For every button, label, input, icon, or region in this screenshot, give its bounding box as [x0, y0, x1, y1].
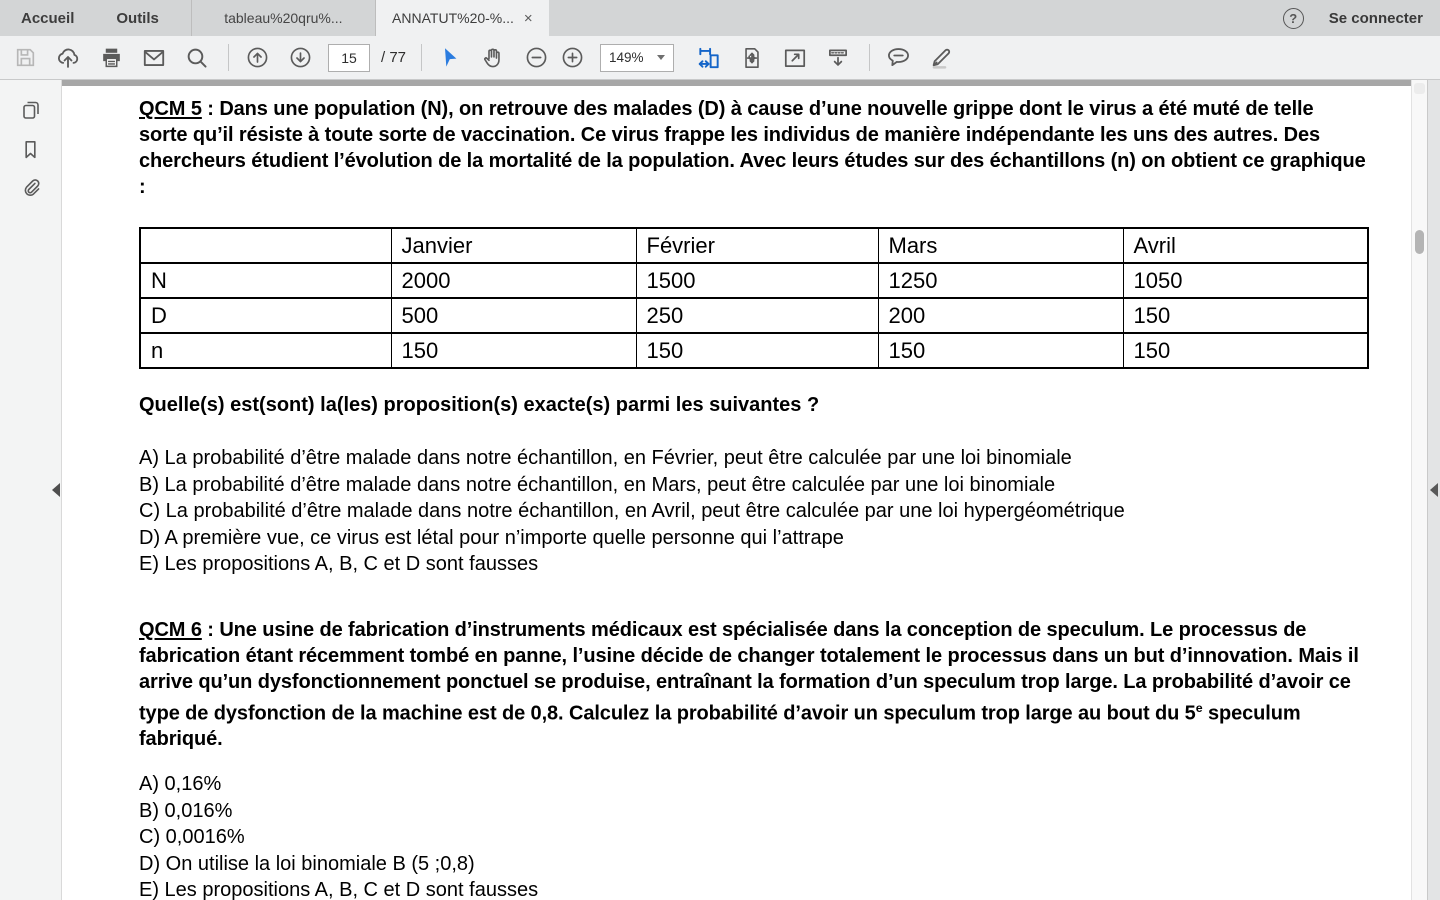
table-cell: 200 — [878, 298, 1123, 333]
fullscreen-icon — [782, 45, 808, 71]
table-cell: Janvier — [391, 228, 636, 263]
highlight-button[interactable] — [926, 43, 956, 73]
table-cell: 150 — [1123, 298, 1368, 333]
answer-option: A) La probabilité d’être malade dans notre échantillon, en Février, peut être calculée par une loi binomiale — [139, 447, 1072, 469]
table-cell: 250 — [636, 298, 878, 333]
page-count-label: / 77 — [381, 49, 407, 66]
page-number-input[interactable] — [328, 44, 370, 72]
qcm6-paragraph — [139, 617, 1367, 753]
table-row — [140, 263, 1368, 298]
answer-option: E) Les propositions A, B, C et D sont fausses — [139, 879, 539, 900]
fit-width-icon — [696, 45, 722, 71]
main-area — [0, 80, 1440, 900]
table-cell: 500 — [391, 298, 636, 333]
fit-width-button[interactable] — [694, 43, 724, 73]
comment-bubble-icon — [885, 44, 912, 71]
table-cell: 1050 — [1123, 263, 1368, 298]
table-cell: 150 — [391, 333, 636, 368]
table-cell: n — [140, 333, 391, 368]
zoom-out-icon — [524, 45, 549, 70]
fit-page-button[interactable] — [737, 43, 767, 73]
navigation-pane — [0, 80, 62, 900]
select-tool-button[interactable] — [435, 43, 465, 73]
previous-page-button[interactable] — [242, 43, 272, 73]
toolbar-divider — [421, 44, 422, 71]
tabbar-right — [1283, 0, 1440, 36]
tab-bar — [0, 0, 1440, 36]
paperclip-icon — [19, 176, 43, 200]
hide-toolbar-button[interactable] — [823, 43, 853, 73]
envelope-icon — [141, 45, 167, 71]
answer-option: B) 0,016% — [139, 799, 233, 822]
highlighter-pen-icon — [928, 44, 955, 71]
answer-option: E) Les propositions A, B, C et D sont fausses — [139, 553, 539, 575]
hand-tool-button[interactable] — [478, 43, 508, 73]
table-row — [140, 298, 1368, 333]
read-mode-button[interactable] — [780, 43, 810, 73]
arrow-down-circle-icon — [288, 45, 313, 70]
answer-option: A) 0,16% — [139, 773, 222, 796]
qcm5-options — [139, 445, 1367, 578]
qcm6-superscript: e — [1195, 700, 1203, 715]
table-cell: 2000 — [391, 263, 636, 298]
open-tools-pane-arrow-icon[interactable] — [1430, 483, 1438, 497]
zoom-in-icon — [560, 45, 585, 70]
cloud-upload-icon — [55, 45, 81, 71]
qcm5-intro: : Dans une population (N), on retrouve des malades (D) à cause d’une nouvelle grippe dont le virus a été muté de telle sorte qu’il résiste à toute sorte de vaccination. Ce virus frappe les individus de manière indépendante les uns des autres. Des chercheurs étudient l’évolution de la mortalité de la population. Avec leurs études sur des échantillons (n) on obtient ce graphique : — [139, 98, 1366, 198]
document-tab-active[interactable] — [376, 0, 549, 36]
page-thumbnails-button[interactable] — [17, 96, 45, 124]
vertical-scrollbar[interactable] — [1411, 80, 1427, 900]
qcm5-label: QCM 5 — [139, 98, 202, 120]
table-cell: N — [140, 263, 391, 298]
comment-button[interactable] — [883, 43, 913, 73]
print-button[interactable] — [96, 43, 126, 73]
zoom-level-value: 149% — [609, 50, 644, 65]
pdf-page — [62, 86, 1411, 900]
qcm6-intro: : Une usine de fabrication d’instruments médicaux est spécialisée dans la conception de speculum. Le processus de fabrication étant récemment tombé en panne, l’usine décide de changer totalement le processus dans un but d’innovation. Mais il arrive qu’un dysfonctionnement ponctuel se produise, entraînant la formation d’un speculum trop large. La probabilité d’avoir ce type de dysfonction de la machine est de 0,8. Calculez la probabilité d’avoir un speculum trop large au bout du 5 — [139, 618, 1359, 725]
toolbar-collapse-icon — [825, 45, 851, 71]
table-cell: 150 — [636, 333, 878, 368]
scrollbar-top-cap — [1414, 83, 1425, 94]
table-cell: Avril — [1123, 228, 1368, 263]
zoom-in-button[interactable] — [557, 43, 587, 73]
table-cell: 150 — [878, 333, 1123, 368]
table-cell: Février — [636, 228, 878, 263]
document-view[interactable] — [62, 80, 1411, 900]
tools-pane-strip — [1427, 80, 1440, 900]
document-tab-label: tableau%20qru%... — [224, 10, 343, 26]
qcm5-question: Quelle(s) est(sont) la(les) proposition(s) exacte(s) parmi les suivantes ? — [139, 394, 820, 416]
data-table — [139, 227, 1369, 369]
fit-page-icon — [739, 45, 765, 71]
email-button[interactable] — [139, 43, 169, 73]
table-cell: 1500 — [636, 263, 878, 298]
toolbar-divider — [869, 44, 870, 71]
toolbar-divider — [228, 44, 229, 71]
cursor-arrow-icon — [438, 46, 462, 70]
qcm6-intro-end: speculum fabriqué. — [139, 702, 1301, 751]
answer-option: D) A première vue, ce virus est létal pour n’importe quelle personne qui l’attrape — [139, 526, 844, 549]
table-cell: 1250 — [878, 263, 1123, 298]
table-header-row — [140, 228, 1368, 263]
collapse-pane-arrow-icon[interactable] — [52, 483, 60, 497]
hand-icon — [480, 45, 506, 71]
search-icon — [184, 45, 210, 71]
table-cell: 150 — [1123, 333, 1368, 368]
attachments-button[interactable] — [17, 174, 45, 202]
chevron-down-icon — [657, 55, 665, 60]
printer-icon — [99, 45, 124, 70]
tab-tools[interactable]: Outils — [116, 9, 159, 27]
answer-option: D) On utilise la loi binomiale B (5 ;0,8) — [139, 852, 475, 875]
save-button[interactable] — [10, 43, 40, 73]
bookmarks-button[interactable] — [17, 135, 45, 163]
save-icon — [13, 45, 38, 70]
tab-home[interactable]: Accueil — [21, 9, 75, 27]
qcm6-options — [139, 771, 1367, 900]
table-row — [140, 333, 1368, 368]
document-tab-inactive[interactable] — [191, 0, 376, 36]
table-cell: D — [140, 298, 391, 333]
qcm5-paragraph — [139, 96, 1367, 200]
sign-in-button[interactable]: Se connecter — [1328, 9, 1423, 27]
next-page-button[interactable] — [285, 43, 315, 73]
arrow-up-circle-icon — [245, 45, 270, 70]
document-tab-label: ANNATUT%20-%... — [392, 10, 514, 26]
search-button[interactable] — [182, 43, 212, 73]
share-button[interactable] — [53, 43, 83, 73]
toolbar — [0, 36, 1440, 80]
close-tab-icon[interactable]: × — [523, 9, 533, 27]
answer-option: B) La probabilité d’être malade dans notre échantillon, en Mars, peut être calculée par une loi binomiale — [139, 473, 1056, 496]
table-cell — [140, 228, 391, 263]
bookmark-icon — [19, 138, 42, 161]
table-cell: Mars — [878, 228, 1123, 263]
answer-option: C) La probabilité d’être malade dans notre échantillon, en Avril, peut être calculée par une loi hypergéométrique — [139, 500, 1125, 522]
help-icon[interactable]: ? — [1283, 8, 1304, 29]
qcm6-label: QCM 6 — [139, 618, 202, 641]
pages-icon — [19, 98, 43, 122]
zoom-out-button[interactable] — [521, 43, 551, 73]
answer-option: C) 0,0016% — [139, 826, 245, 849]
scrollbar-thumb[interactable] — [1415, 230, 1424, 254]
zoom-level-select[interactable] — [600, 44, 674, 72]
